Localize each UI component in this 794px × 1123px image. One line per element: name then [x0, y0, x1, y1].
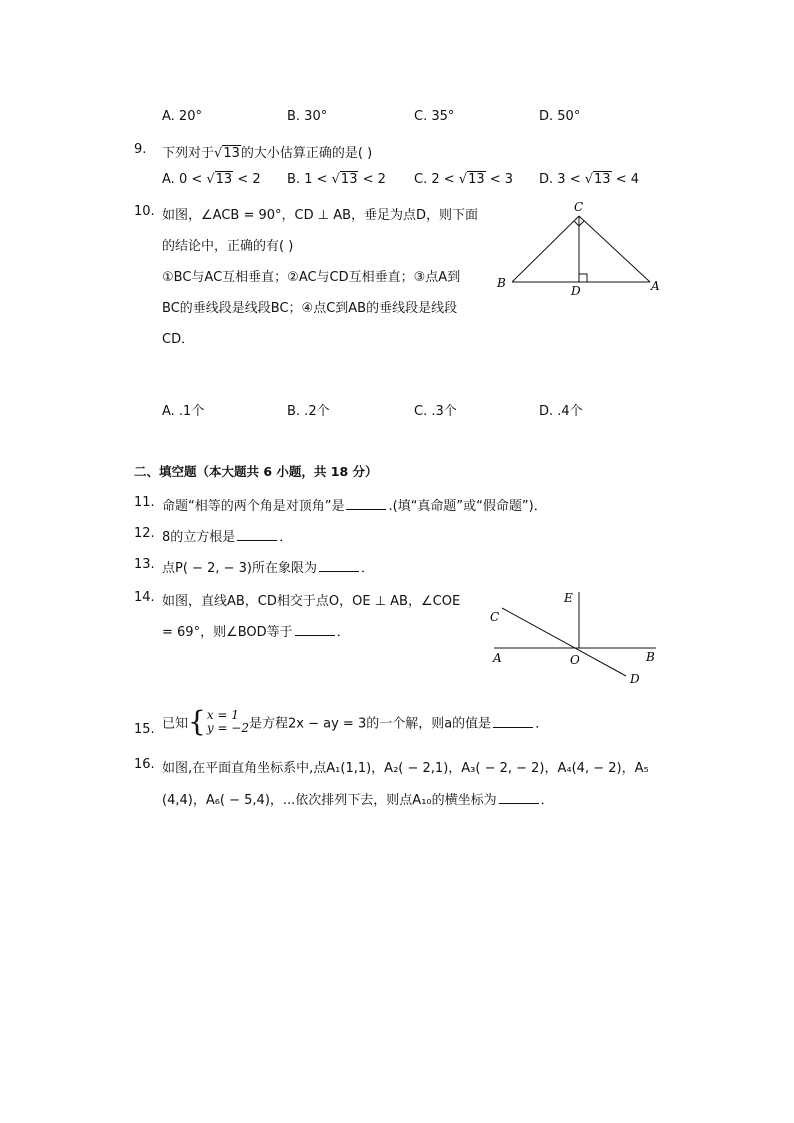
label-o: O: [570, 653, 580, 667]
section-2-title: 二、填空题（本大题共 6 小题，共 18 分）: [134, 464, 378, 479]
q16-line-1: 如图,在平面直角坐标系中,点A₁(1,1)，A₂( − 2,1)，A₃( − 2, − 2)，A₄(4, − 2)，A₅: [162, 761, 649, 776]
q9-option-d: D. 3 < √13 < 4: [539, 172, 639, 187]
label-d: D: [571, 284, 581, 298]
label-e: E: [564, 591, 573, 605]
label-b: B: [497, 276, 506, 290]
q9-option-b: B. 1 < √13 < 2: [287, 172, 386, 187]
answer-blank[interactable]: [319, 560, 359, 572]
label-c: C: [490, 610, 500, 624]
q10-line-4: BC的垂线段是线段BC；④点C到AB的垂线段是线段: [162, 301, 458, 316]
q8-option-c: C. 35°: [414, 109, 455, 124]
answer-blank[interactable]: [346, 498, 386, 510]
q10-triangle-figure: [490, 196, 670, 302]
label-b: B: [646, 650, 655, 664]
q16-number: 16.: [134, 757, 155, 772]
answer-blank[interactable]: [295, 624, 335, 636]
line-cd: [502, 608, 626, 676]
answer-blank[interactable]: [499, 792, 539, 804]
q10-option-a: A. .1个: [162, 404, 205, 419]
q14-lines-figure: [480, 582, 670, 692]
label-d: D: [630, 672, 640, 686]
q13-stem: 点P( − 2, − 3)所在象限为 ．: [162, 561, 374, 576]
answer-blank[interactable]: [493, 716, 533, 728]
radicand: 13: [223, 146, 240, 161]
q10-line-5: CD．: [162, 332, 195, 347]
q14-line-1: 如图，直线AB，CD相交于点O，OE ⊥ AB，∠COE: [162, 594, 461, 609]
q10-line-2: 的结论中，正确的有( ): [162, 239, 294, 254]
q11-stem: 命题“相等的两个角是对顶角”是 .(填“真命题”或“假命题”)．: [162, 499, 547, 514]
q15-number: 15.: [134, 722, 155, 737]
q9-option-a: A. 0 < √13 < 2: [162, 172, 261, 187]
equation-system: x = 1 y = −2: [206, 708, 249, 735]
q13-number: 13.: [134, 557, 155, 572]
q12-stem: 8的立方根是 ．: [162, 530, 293, 545]
q14-line-2: = 69°，则∠BOD等于 ．: [162, 625, 350, 640]
q10-number: 10.: [134, 204, 155, 219]
q9-number: 9.: [134, 142, 147, 157]
q16-line-2: (4,4)，A₆( − 5,4)，...依次排列下去，则点A₁₀的横坐标为 ．: [162, 793, 554, 808]
q10-option-c: C. .3个: [414, 404, 457, 419]
radical-sign: √: [214, 146, 223, 161]
q8-option-d: D. 50°: [539, 109, 581, 124]
q14-number: 14.: [134, 590, 155, 605]
q10-option-d: D. .4个: [539, 404, 583, 419]
q12-number: 12.: [134, 526, 155, 541]
segment-ca: [579, 216, 650, 282]
q15-stem: 已知{x = 1 y = −2是方程2x − ay = 3的一个解，则a的值是 ．: [162, 705, 549, 738]
q11-number: 11.: [134, 495, 155, 510]
right-angle-mark-d: [579, 274, 587, 282]
answer-blank[interactable]: [237, 529, 277, 541]
label-a: A: [493, 651, 502, 665]
q9-stem: 下列对于√13的大小估算正确的是( ): [162, 146, 373, 161]
q8-option-b: B. 30°: [287, 109, 328, 124]
q8-option-a: A. 20°: [162, 109, 202, 124]
segment-bc: [512, 216, 579, 282]
q9-option-c: C. 2 < √13 < 3: [414, 172, 514, 187]
q10-line-1: 如图，∠ACB = 90°，CD ⊥ AB，垂足为点D，则下面: [162, 208, 479, 223]
q10-line-3: ①BC与AC互相垂直；②AC与CD互相垂直；③点A到: [162, 270, 461, 285]
q10-option-b: B. .2个: [287, 404, 330, 419]
label-a: A: [651, 279, 660, 293]
label-c: C: [574, 200, 584, 214]
brace-icon: {: [188, 705, 206, 738]
